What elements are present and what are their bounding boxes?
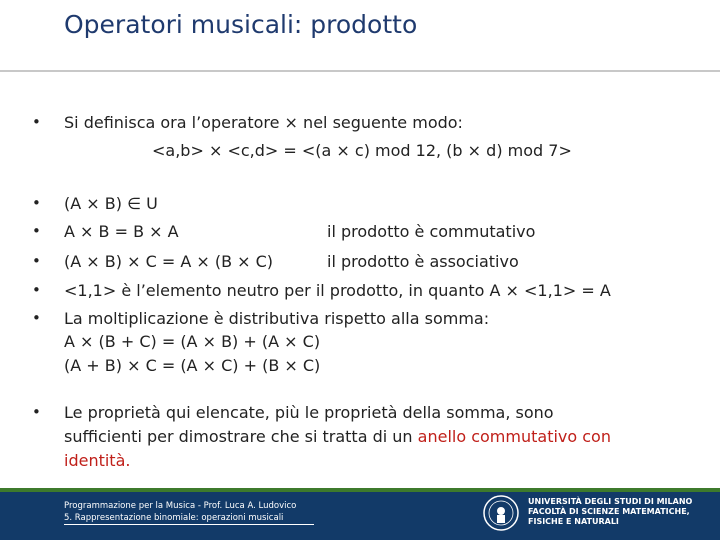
- university-seal-icon: [482, 494, 520, 532]
- footer-course-info: [64, 500, 296, 524]
- footer-course-title: Programmazione per la Musica - Prof. Luca A. Ludovico: [64, 501, 297, 511]
- footer-bar: [0, 488, 720, 540]
- slide-title: Operatori musicali: prodotto: [64, 10, 418, 39]
- property-neutral-text: <1,1> è l’elemento neutro per il prodotto, in quanto: [64, 281, 485, 300]
- university-name: [528, 497, 692, 527]
- property-associative-label: il prodotto è associativo: [327, 252, 519, 271]
- property-closure: (A × B) ∈ U: [64, 194, 158, 213]
- conclusion-line-1: Le proprietà qui elencate, più le proprietà della somma, sono: [64, 403, 554, 422]
- definition-formula: [152, 141, 572, 161]
- conclusion-text: sufficienti per dimostrare che si tratta di un: [64, 427, 413, 446]
- bullet-dot: •: [32, 113, 41, 131]
- university-name-line-2: FACOLTÀ DI SCIENZE MATEMATICHE,: [528, 507, 690, 516]
- conclusion-line-3: identità.: [64, 451, 131, 470]
- title-divider: [0, 70, 720, 72]
- university-name-line-1: UNIVERSITÀ DEGLI STUDI DI MILANO: [528, 497, 693, 506]
- distributive-formula-right: (A + B) × C = (A × C) + (B × C): [64, 356, 321, 375]
- distributive-formula-left: A × (B + C) = (A × B) + (A × C): [64, 332, 321, 351]
- formula-rest: × <c,d> = <(a × c) mod 12, (b × d) mod 7>: [208, 141, 572, 160]
- property-commutative-formula: A × B = B × A: [64, 222, 179, 241]
- bullet-dot: •: [32, 194, 41, 212]
- definition-text: Si definisca ora l’operatore × nel seguente modo:: [64, 113, 463, 132]
- bullet-dot: •: [32, 403, 41, 421]
- conclusion-highlight: anello commutativo con: [417, 427, 611, 446]
- formula-pair-ab: <a,b>: [152, 141, 204, 160]
- footer-stripe: [0, 488, 720, 492]
- property-commutative-label: il prodotto è commutativo: [327, 222, 536, 241]
- property-distributive: La moltiplicazione è distributiva rispetto alla somma:: [64, 309, 490, 328]
- bullet-dot: •: [32, 281, 41, 299]
- bullet-dot: •: [32, 252, 41, 270]
- conclusion-line-2: [64, 427, 611, 447]
- property-neutral: [64, 281, 611, 301]
- bullet-dot: •: [32, 222, 41, 240]
- university-name-line-3: FISICHE E NATURALI: [528, 517, 619, 526]
- property-neutral-formula: A × <1,1> = A: [489, 281, 611, 300]
- footer-underline: [64, 524, 314, 525]
- footer-lesson-title: 5. Rappresentazione binomiale: operazioni musicali: [64, 513, 284, 523]
- property-associative-formula: (A × B) × C = A × (B × C): [64, 252, 274, 271]
- bullet-dot: •: [32, 309, 41, 327]
